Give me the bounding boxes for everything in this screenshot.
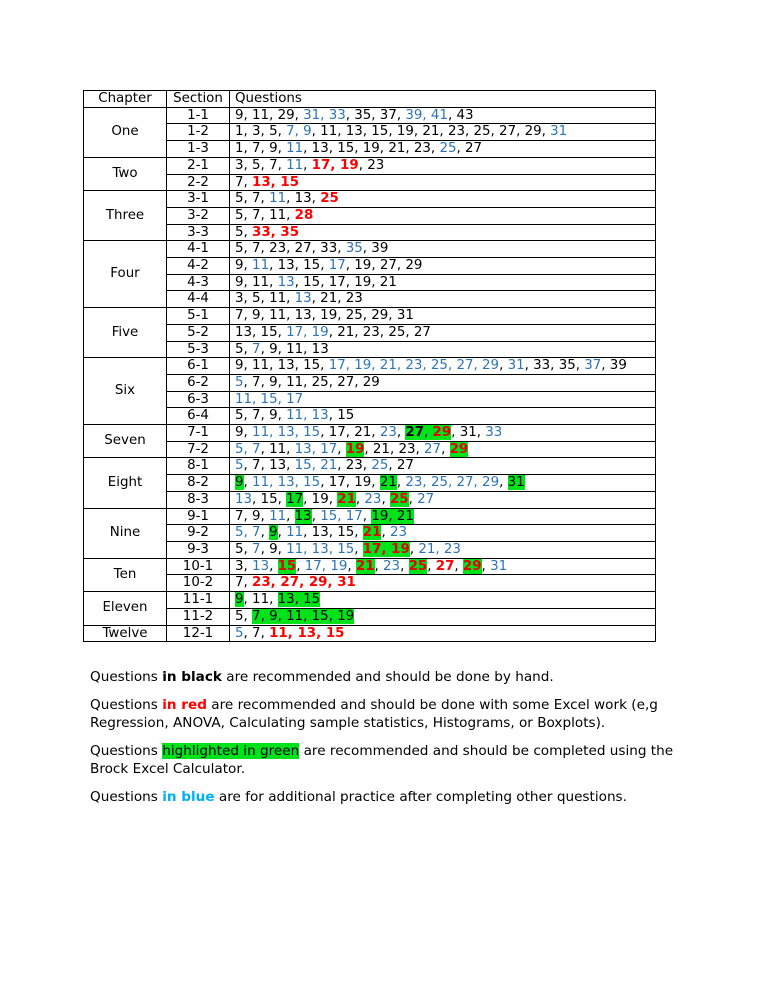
section-cell: 8-3 bbox=[167, 491, 230, 508]
section-cell: 4-1 bbox=[167, 241, 230, 258]
question-segment: , bbox=[362, 508, 372, 524]
question-segment: 11, 13 bbox=[286, 408, 329, 424]
table-row bbox=[84, 308, 656, 325]
table-row bbox=[84, 508, 656, 525]
table-row bbox=[84, 575, 656, 592]
question-segment: 17 bbox=[286, 491, 304, 507]
question-segment: 11 bbox=[269, 508, 287, 524]
question-segment: , bbox=[396, 425, 406, 441]
question-segment: , 19, 27, 29 bbox=[345, 258, 423, 274]
question-segment: 11 bbox=[286, 157, 304, 173]
questions-cell bbox=[230, 207, 656, 224]
question-segment: 13 bbox=[277, 274, 295, 290]
question-segment: 33 bbox=[485, 425, 503, 441]
table-row bbox=[84, 107, 656, 124]
question-segment: 21 bbox=[355, 558, 375, 574]
question-segment: 5 bbox=[235, 374, 244, 390]
question-segment: 31 bbox=[507, 358, 525, 374]
section-cell: 5-3 bbox=[167, 341, 230, 358]
section-cell: 12-1 bbox=[167, 625, 230, 642]
table-row bbox=[84, 491, 656, 508]
questions-cell bbox=[230, 107, 656, 124]
question-segment: 31 bbox=[490, 558, 508, 574]
question-segment: 19, 21 bbox=[371, 508, 414, 524]
question-segment: 25 bbox=[408, 558, 428, 574]
question-segment: 27 bbox=[435, 558, 455, 574]
table-row bbox=[84, 207, 656, 224]
legend-highlight: in red bbox=[162, 697, 207, 713]
question-segment: 28 bbox=[294, 207, 314, 223]
question-segment: 9, bbox=[235, 425, 253, 441]
question-segment: , 39 bbox=[362, 241, 389, 257]
question-segment: , 17, 21, bbox=[320, 425, 380, 441]
question-segment: 7 bbox=[252, 541, 261, 557]
question-segment: 7 bbox=[252, 341, 261, 357]
questions-cell bbox=[230, 308, 656, 325]
questions-cell bbox=[230, 408, 656, 425]
section-cell: 8-1 bbox=[167, 458, 230, 475]
question-segment: 9 bbox=[269, 525, 278, 541]
question-segment: , bbox=[409, 541, 419, 557]
legend-text: Questions bbox=[90, 669, 163, 685]
section-cell: 1-3 bbox=[167, 141, 230, 158]
question-segment: 35 bbox=[345, 241, 363, 257]
question-segment: 21 bbox=[379, 475, 397, 491]
question-segment: 23 bbox=[389, 525, 407, 541]
questions-cell bbox=[230, 341, 656, 358]
section-cell: 7-1 bbox=[167, 425, 230, 442]
question-segment: , bbox=[396, 475, 406, 491]
section-cell: 10-1 bbox=[167, 558, 230, 575]
questions-cell bbox=[230, 391, 656, 408]
questions-cell bbox=[230, 558, 656, 575]
question-segment: 7, 9 bbox=[286, 124, 312, 140]
question-segment: , 43 bbox=[447, 107, 474, 123]
question-segment: 37 bbox=[584, 358, 602, 374]
question-segment: , 11, bbox=[260, 441, 295, 457]
question-segment: 1, 7, 9, bbox=[235, 141, 287, 157]
question-segment: 23, 25, 27, 29 bbox=[405, 475, 500, 491]
section-cell: 9-1 bbox=[167, 508, 230, 525]
legend-text: Questions bbox=[90, 789, 163, 805]
question-segment: , 7, 13, bbox=[243, 458, 295, 474]
questions-cell bbox=[230, 241, 656, 258]
table-row bbox=[84, 441, 656, 458]
questions-cell bbox=[230, 224, 656, 241]
question-segment: 5, 7, 23, 27, 33, bbox=[235, 241, 346, 257]
legend-highlight: in black bbox=[162, 669, 222, 685]
question-segment: 3, 5, 7, bbox=[235, 157, 287, 173]
question-segment: , bbox=[499, 475, 508, 491]
table-row bbox=[84, 358, 656, 375]
table-row bbox=[84, 525, 656, 542]
questions-cell bbox=[230, 608, 656, 625]
table-row bbox=[84, 191, 656, 208]
question-segment: , 15, bbox=[252, 491, 287, 507]
question-segment: , 21, 23, 25, 27 bbox=[328, 324, 431, 340]
chapter-cell: Eight bbox=[84, 458, 167, 508]
questions-cell bbox=[230, 458, 656, 475]
question-segment: , bbox=[347, 558, 356, 574]
table-row bbox=[84, 341, 656, 358]
question-segment: 23, 27, 29, 31 bbox=[252, 575, 356, 591]
question-segment: , 39 bbox=[601, 358, 627, 374]
question-segment: , 13, 15, bbox=[303, 525, 363, 541]
question-segment: , bbox=[381, 491, 390, 507]
chapter-cell: Two bbox=[84, 157, 167, 190]
section-cell: 11-2 bbox=[167, 608, 230, 625]
questions-cell bbox=[230, 258, 656, 275]
questions-cell bbox=[230, 541, 656, 558]
table-row bbox=[84, 141, 656, 158]
table-row bbox=[84, 625, 656, 642]
table-row bbox=[84, 258, 656, 275]
table-row bbox=[84, 592, 656, 609]
question-segment: , bbox=[355, 491, 365, 507]
questions-cell bbox=[230, 592, 656, 609]
question-segment: 27 bbox=[424, 441, 442, 457]
question-segment: , bbox=[296, 558, 305, 574]
question-segment: , 7, 9, 11, 25, 27, 29 bbox=[243, 374, 380, 390]
questions-cell bbox=[230, 358, 656, 375]
legend-text: are recommended and should be done by hand. bbox=[221, 669, 554, 685]
chapter-header: Chapter bbox=[84, 91, 167, 108]
questions-cell bbox=[230, 157, 656, 174]
section-cell: 8-2 bbox=[167, 475, 230, 492]
question-segment: , bbox=[269, 558, 278, 574]
question-segment: 33, 35 bbox=[252, 224, 300, 240]
question-segment: , 15, 17, 19, 21 bbox=[294, 274, 397, 290]
section-cell: 2-1 bbox=[167, 157, 230, 174]
questions-cell bbox=[230, 475, 656, 492]
section-cell: 1-2 bbox=[167, 124, 230, 141]
question-segment: 21 bbox=[362, 525, 382, 541]
question-segment: , bbox=[354, 541, 363, 557]
question-segment: , 21, 23 bbox=[311, 291, 363, 307]
question-segment: 5, bbox=[235, 341, 253, 357]
question-segment: , 13, 15, 19, 21, 23, bbox=[303, 141, 440, 157]
question-segment: 1, 3, 5, bbox=[235, 124, 287, 140]
question-segment: , bbox=[481, 558, 491, 574]
question-segment: 5, 7, bbox=[235, 191, 270, 207]
questions-cell bbox=[230, 174, 656, 191]
question-segment: 5 bbox=[235, 458, 244, 474]
table-row bbox=[84, 425, 656, 442]
question-segment: , 11, bbox=[243, 592, 278, 608]
table-body bbox=[84, 107, 656, 642]
question-segment: 13, 15, bbox=[235, 324, 287, 340]
question-segment: 5, bbox=[235, 224, 253, 240]
question-segment: , 9, 11, 13 bbox=[260, 341, 329, 357]
section-cell: 3-2 bbox=[167, 207, 230, 224]
question-segment: 13, 15 bbox=[252, 174, 300, 190]
legend-text: are recommended and should be done with some Excel work (e,g Regression, ANOVA, Calculating sample statistics, Histograms, or Boxplots). bbox=[90, 697, 658, 731]
question-segment: 23 bbox=[364, 491, 382, 507]
question-segment: , 27 bbox=[388, 458, 414, 474]
question-segment: 11 bbox=[286, 525, 304, 541]
section-cell: 9-2 bbox=[167, 525, 230, 542]
legend bbox=[90, 668, 690, 816]
table-row bbox=[84, 558, 656, 575]
question-segment: 25 bbox=[371, 458, 389, 474]
table-row bbox=[84, 458, 656, 475]
legend-text: are for additional practice after completing other questions. bbox=[214, 789, 627, 805]
table-row bbox=[84, 324, 656, 341]
legend-item-black bbox=[90, 668, 690, 686]
question-segment: , 15 bbox=[328, 408, 355, 424]
section-cell: 5-2 bbox=[167, 324, 230, 341]
questions-cell bbox=[230, 441, 656, 458]
question-segment: 29 bbox=[432, 425, 452, 441]
question-segment: , bbox=[260, 525, 270, 541]
question-segment: , 19, bbox=[303, 491, 338, 507]
question-segment: , bbox=[427, 558, 436, 574]
question-segment: , 13, 15, bbox=[269, 258, 329, 274]
questions-cell bbox=[230, 491, 656, 508]
question-segment: 9, bbox=[235, 258, 253, 274]
question-segment: 23 bbox=[383, 558, 401, 574]
question-segment: 13 bbox=[252, 558, 270, 574]
question-segment: 13 bbox=[294, 291, 312, 307]
question-segment: , bbox=[381, 525, 390, 541]
question-segment: 5, bbox=[235, 541, 253, 557]
section-cell: 10-2 bbox=[167, 575, 230, 592]
question-segment: 3, bbox=[235, 558, 253, 574]
question-segment: 29 bbox=[449, 441, 469, 457]
question-segment: 19 bbox=[345, 441, 365, 457]
question-segment: , 7, bbox=[243, 625, 270, 641]
section-cell: 5-1 bbox=[167, 308, 230, 325]
legend-text: are recommended and should be completed using the Brock Excel Calculator. bbox=[90, 743, 674, 777]
table-row bbox=[84, 174, 656, 191]
questions-cell bbox=[230, 291, 656, 308]
question-segment: 31 bbox=[550, 124, 568, 140]
question-segment: 5, 7, 11, bbox=[235, 207, 295, 223]
question-segment: 5, 7 bbox=[235, 525, 261, 541]
questions-cell bbox=[230, 124, 656, 141]
question-segment: 27 bbox=[417, 491, 435, 507]
question-segment: 5, bbox=[235, 608, 253, 624]
question-segment: , 23, bbox=[337, 458, 372, 474]
table-row bbox=[84, 274, 656, 291]
question-segment: , 9, bbox=[260, 541, 287, 557]
question-segment: , bbox=[400, 558, 409, 574]
question-segment: 11, 15, 17 bbox=[235, 391, 304, 407]
table-row bbox=[84, 541, 656, 558]
questions-header: Questions bbox=[230, 91, 656, 108]
section-cell: 2-2 bbox=[167, 174, 230, 191]
section-cell: 1-1 bbox=[167, 107, 230, 124]
section-cell: 4-4 bbox=[167, 291, 230, 308]
question-segment: 13 bbox=[294, 508, 312, 524]
question-segment: 9, 11, 29, bbox=[235, 107, 304, 123]
table-row bbox=[84, 124, 656, 141]
section-cell: 4-2 bbox=[167, 258, 230, 275]
question-segment: 23 bbox=[379, 425, 397, 441]
legend-item-blue bbox=[90, 788, 690, 806]
assignment-table bbox=[83, 90, 656, 642]
question-segment: , 23 bbox=[358, 157, 385, 173]
question-segment: 17 bbox=[328, 258, 346, 274]
question-segment: , bbox=[441, 441, 450, 457]
question-segment: 13 bbox=[235, 491, 253, 507]
chapter-cell: Twelve bbox=[84, 625, 167, 642]
table-row bbox=[84, 408, 656, 425]
question-segment: 11, 13, 15 bbox=[286, 541, 355, 557]
question-segment: 17, 19, 21, 23, 25, 27, 29 bbox=[328, 358, 500, 374]
questions-cell bbox=[230, 374, 656, 391]
question-segment: , bbox=[337, 441, 346, 457]
questions-cell bbox=[230, 324, 656, 341]
question-segment: 17, 19 bbox=[304, 558, 348, 574]
chapter-cell: One bbox=[84, 107, 167, 157]
question-segment: , bbox=[286, 508, 295, 524]
section-cell: 4-3 bbox=[167, 274, 230, 291]
question-segment: , 13, bbox=[286, 191, 321, 207]
question-segment: 7, bbox=[235, 575, 253, 591]
question-segment: 31 bbox=[507, 475, 525, 491]
question-segment: 25 bbox=[389, 491, 409, 507]
table-row bbox=[84, 391, 656, 408]
question-segment: 13, 17 bbox=[294, 441, 338, 457]
section-cell: 6-4 bbox=[167, 408, 230, 425]
questions-cell bbox=[230, 274, 656, 291]
question-segment: , bbox=[408, 491, 418, 507]
section-cell: 11-1 bbox=[167, 592, 230, 609]
chapter-cell: Nine bbox=[84, 508, 167, 558]
table-row bbox=[84, 291, 656, 308]
question-segment: , 21, 23, bbox=[364, 441, 425, 457]
question-segment: 21, 23 bbox=[418, 541, 461, 557]
questions-cell bbox=[230, 191, 656, 208]
question-segment: 15, 17 bbox=[320, 508, 363, 524]
question-segment: , bbox=[303, 157, 312, 173]
table-row bbox=[84, 608, 656, 625]
questions-cell bbox=[230, 425, 656, 442]
question-segment: 27 bbox=[405, 425, 425, 441]
chapter-cell: Seven bbox=[84, 425, 167, 458]
legend-item-red bbox=[90, 696, 690, 732]
table-header-row bbox=[84, 91, 656, 108]
section-cell: 7-2 bbox=[167, 441, 230, 458]
question-segment: 3, 5, 11, bbox=[235, 291, 295, 307]
question-segment: , bbox=[454, 558, 463, 574]
section-cell: 6-3 bbox=[167, 391, 230, 408]
question-segment: , 11, 13, 15, 19, 21, 23, 25, 27, 29, bbox=[311, 124, 551, 140]
question-segment: 15, 21 bbox=[294, 458, 338, 474]
question-segment: 11, 13, 15 bbox=[252, 425, 321, 441]
question-segment: 9 bbox=[235, 592, 244, 608]
question-segment: , 35, 37, bbox=[345, 107, 406, 123]
chapter-cell: Ten bbox=[84, 558, 167, 591]
question-segment: , bbox=[311, 508, 321, 524]
question-segment: 17, 19 bbox=[311, 157, 359, 173]
chapter-cell: Three bbox=[84, 191, 167, 241]
question-segment: 13, 15 bbox=[277, 592, 321, 608]
question-segment: , bbox=[499, 358, 508, 374]
questions-cell bbox=[230, 575, 656, 592]
question-segment: 15 bbox=[277, 558, 297, 574]
table-row bbox=[84, 157, 656, 174]
question-segment: , 27 bbox=[456, 141, 483, 157]
question-segment: 11 bbox=[252, 258, 270, 274]
question-segment: , 17, 19, bbox=[320, 475, 380, 491]
table-row bbox=[84, 475, 656, 492]
question-segment: 25 bbox=[439, 141, 457, 157]
question-segment: 5 bbox=[235, 625, 244, 641]
section-cell: 9-3 bbox=[167, 541, 230, 558]
legend-text: Questions bbox=[90, 743, 163, 759]
question-segment: 9 bbox=[235, 475, 244, 491]
legend-highlight: highlighted in green bbox=[162, 743, 300, 759]
question-segment: 7, bbox=[235, 174, 253, 190]
chapter-cell: Six bbox=[84, 358, 167, 425]
section-cell: 6-1 bbox=[167, 358, 230, 375]
section-cell: 3-1 bbox=[167, 191, 230, 208]
question-segment: 7, 9, 11, 13, 19, 25, 29, 31 bbox=[235, 308, 414, 324]
question-segment: 39, 41 bbox=[405, 107, 448, 123]
table-row bbox=[84, 224, 656, 241]
questions-cell bbox=[230, 625, 656, 642]
chapter-cell: Five bbox=[84, 308, 167, 358]
question-segment: , bbox=[374, 558, 384, 574]
question-segment: 17, 19 bbox=[362, 541, 410, 557]
question-segment: 5, 7, 9, bbox=[235, 408, 287, 424]
question-segment: 25 bbox=[320, 191, 339, 207]
section-cell: 3-3 bbox=[167, 224, 230, 241]
question-segment: 21 bbox=[337, 491, 356, 507]
legend-item-green bbox=[90, 742, 690, 778]
question-segment: 17, 19 bbox=[286, 324, 329, 340]
question-segment: 11, 13, 15 bbox=[252, 475, 321, 491]
section-cell: 6-2 bbox=[167, 374, 230, 391]
chapter-cell: Four bbox=[84, 241, 167, 308]
question-segment: 9, 11, 13, 15, bbox=[235, 358, 329, 374]
chapter-cell: Eleven bbox=[84, 592, 167, 625]
question-segment: 7, 9, bbox=[235, 508, 270, 524]
question-segment: 31, 33 bbox=[303, 107, 346, 123]
questions-cell bbox=[230, 508, 656, 525]
question-segment: 11, 13, 15 bbox=[269, 625, 345, 641]
table-row bbox=[84, 374, 656, 391]
questions-cell bbox=[230, 141, 656, 158]
question-segment: , 33, 35, bbox=[524, 358, 585, 374]
question-segment: , bbox=[424, 425, 433, 441]
section-header: Section bbox=[167, 91, 230, 108]
legend-text: Questions bbox=[90, 697, 163, 713]
question-segment: 9, 11, bbox=[235, 274, 278, 290]
question-segment: 5, 7 bbox=[235, 441, 261, 457]
question-segment: 7, 9, 11, 15, 19 bbox=[252, 608, 355, 624]
question-segment: , bbox=[243, 475, 253, 491]
question-segment: 11 bbox=[269, 191, 287, 207]
table-row bbox=[84, 241, 656, 258]
legend-highlight: in blue bbox=[162, 789, 215, 805]
question-segment: , bbox=[277, 525, 287, 541]
question-segment: 11 bbox=[286, 141, 304, 157]
question-segment: 29 bbox=[462, 558, 482, 574]
question-segment: , 31, bbox=[451, 425, 486, 441]
questions-cell bbox=[230, 525, 656, 542]
